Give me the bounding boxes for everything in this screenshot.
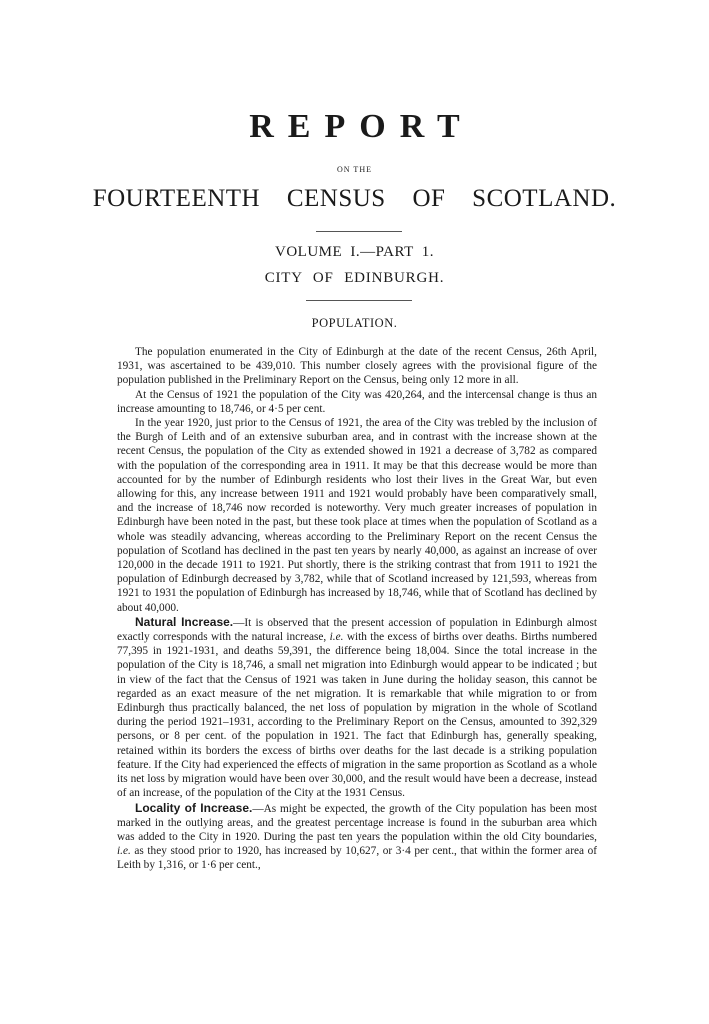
paragraph [117,801,597,873]
paragraph-text: —As might be expected, the growth of the City population has been most marked in the outlying areas, and the greatest percentage increase is found in the suburban area which was added to the City in 1920. During the past ten years the population within the old City boundaries, [117,802,597,843]
italic-text: i.e. [329,631,344,644]
report-title: REPORT [249,108,474,145]
run-in-heading: Locality of Increase. [135,800,253,815]
divider-rule [306,300,412,301]
paragraph [117,615,597,801]
paragraph-text: —It is observed that the present accession of population in Edinburgh almost exactly corresponds with the natural increase, [117,616,597,644]
census-title: FOURTEENTH CENSUS OF SCOTLAND. [92,185,617,212]
paragraph: At the Census of 1921 the population of the City was 420,264, and the intercensal change is thus an increase amounting to 18,746, or 4·5 per cent. [117,388,597,415]
paragraph: In the year 1920, just prior to the Census of 1921, the area of the City was trebled by the inclusion of the Burgh of Leith and of an extensive suburban area, and in contrast with the increase shown at the recent Census, the population of the City as extended showed in 1921 a decrease of 3,782 as compared with the population of the corresponding area in 1911. It may be that this decrease would be more than accounted for by the number of Edinburgh residents who lost their lives in the Great War, but even allowing for this, any increase between 1911 and 1921 would probably have been comparatively small, and the increase of 18,746 now recorded is noteworthy. Very much greater increases of population in Edinburgh have been noted in the past, but these took place at times when the population of Scotland as a whole was steadily advancing, whereas according to the Preliminary Report on the recent Census the population of Scotland has declined in the past ten years by nearly 40,000, as against an increase of over 120,000 in the decade 1911 to 1921. Put shortly, there is the striking contrast that from 1911 to 1921 the population of Edinburgh decreased by 3,782, while that of Scotland increased by 121,593, whereas from 1921 to 1931 the population of Edinburgh has increased by 18,746, while that of Scotland has declined by about 40,000. [117,417,597,614]
on-the-subtitle: ON THE [337,165,372,174]
run-in-heading: Natural Increase. [135,614,234,629]
divider-rule [316,231,402,232]
italic-text: i.e. [117,845,131,858]
body-text [117,345,597,873]
paragraph-text: as they stood prior to 1920, has increased by 10,627, or 3·4 per cent., that within the former area of Leith by 1,316, or 1·6 per cent., [117,845,597,872]
volume-heading: VOLUME I.—PART 1. [275,244,434,260]
city-heading: CITY OF EDINBURGH. [264,270,445,286]
paragraph: The population enumerated in the City of Edinburgh at the date of the recent Census, 26th April, 1931, was ascertained to be 439,010. This number closely agrees with the provisional figure of the population published in the Preliminary Report on the Census, being only 12 more in all. [117,346,597,387]
section-heading: POPULATION. [311,316,398,330]
paragraph-text: with the excess of births over deaths. Births numbered 77,395 in 1921-1931, and deaths 59,391, the difference being 18,004. Since the total increase in the population of the City is 18,746, a small net migration into Edinburgh would appear to be indicated ; but in view of the fact that the Census of 1921 was taken in June during the holiday season, this cannot be regarded as an exact measure of the net migration. It is remarkable that while migration to or from Edinburgh thus practically balanced, the net loss of population by migration in the whole of Scotland during the period 1921–1931, according to the Preliminary Report on the Census, amounted to 392,329 persons, or 8 per cent. of the population in 1921. The fact that Edinburgh has, generally speaking, retained within its borders the excess of births over deaths for the last decade is a striking population feature. If the City had experienced the effects of migration in the same proportion as Scotland as a whole its net loss by migration would have been over 30,000, and the result would have been a decrease, instead of an increase, of the population of the City at the 1931 Census. [117,631,597,800]
